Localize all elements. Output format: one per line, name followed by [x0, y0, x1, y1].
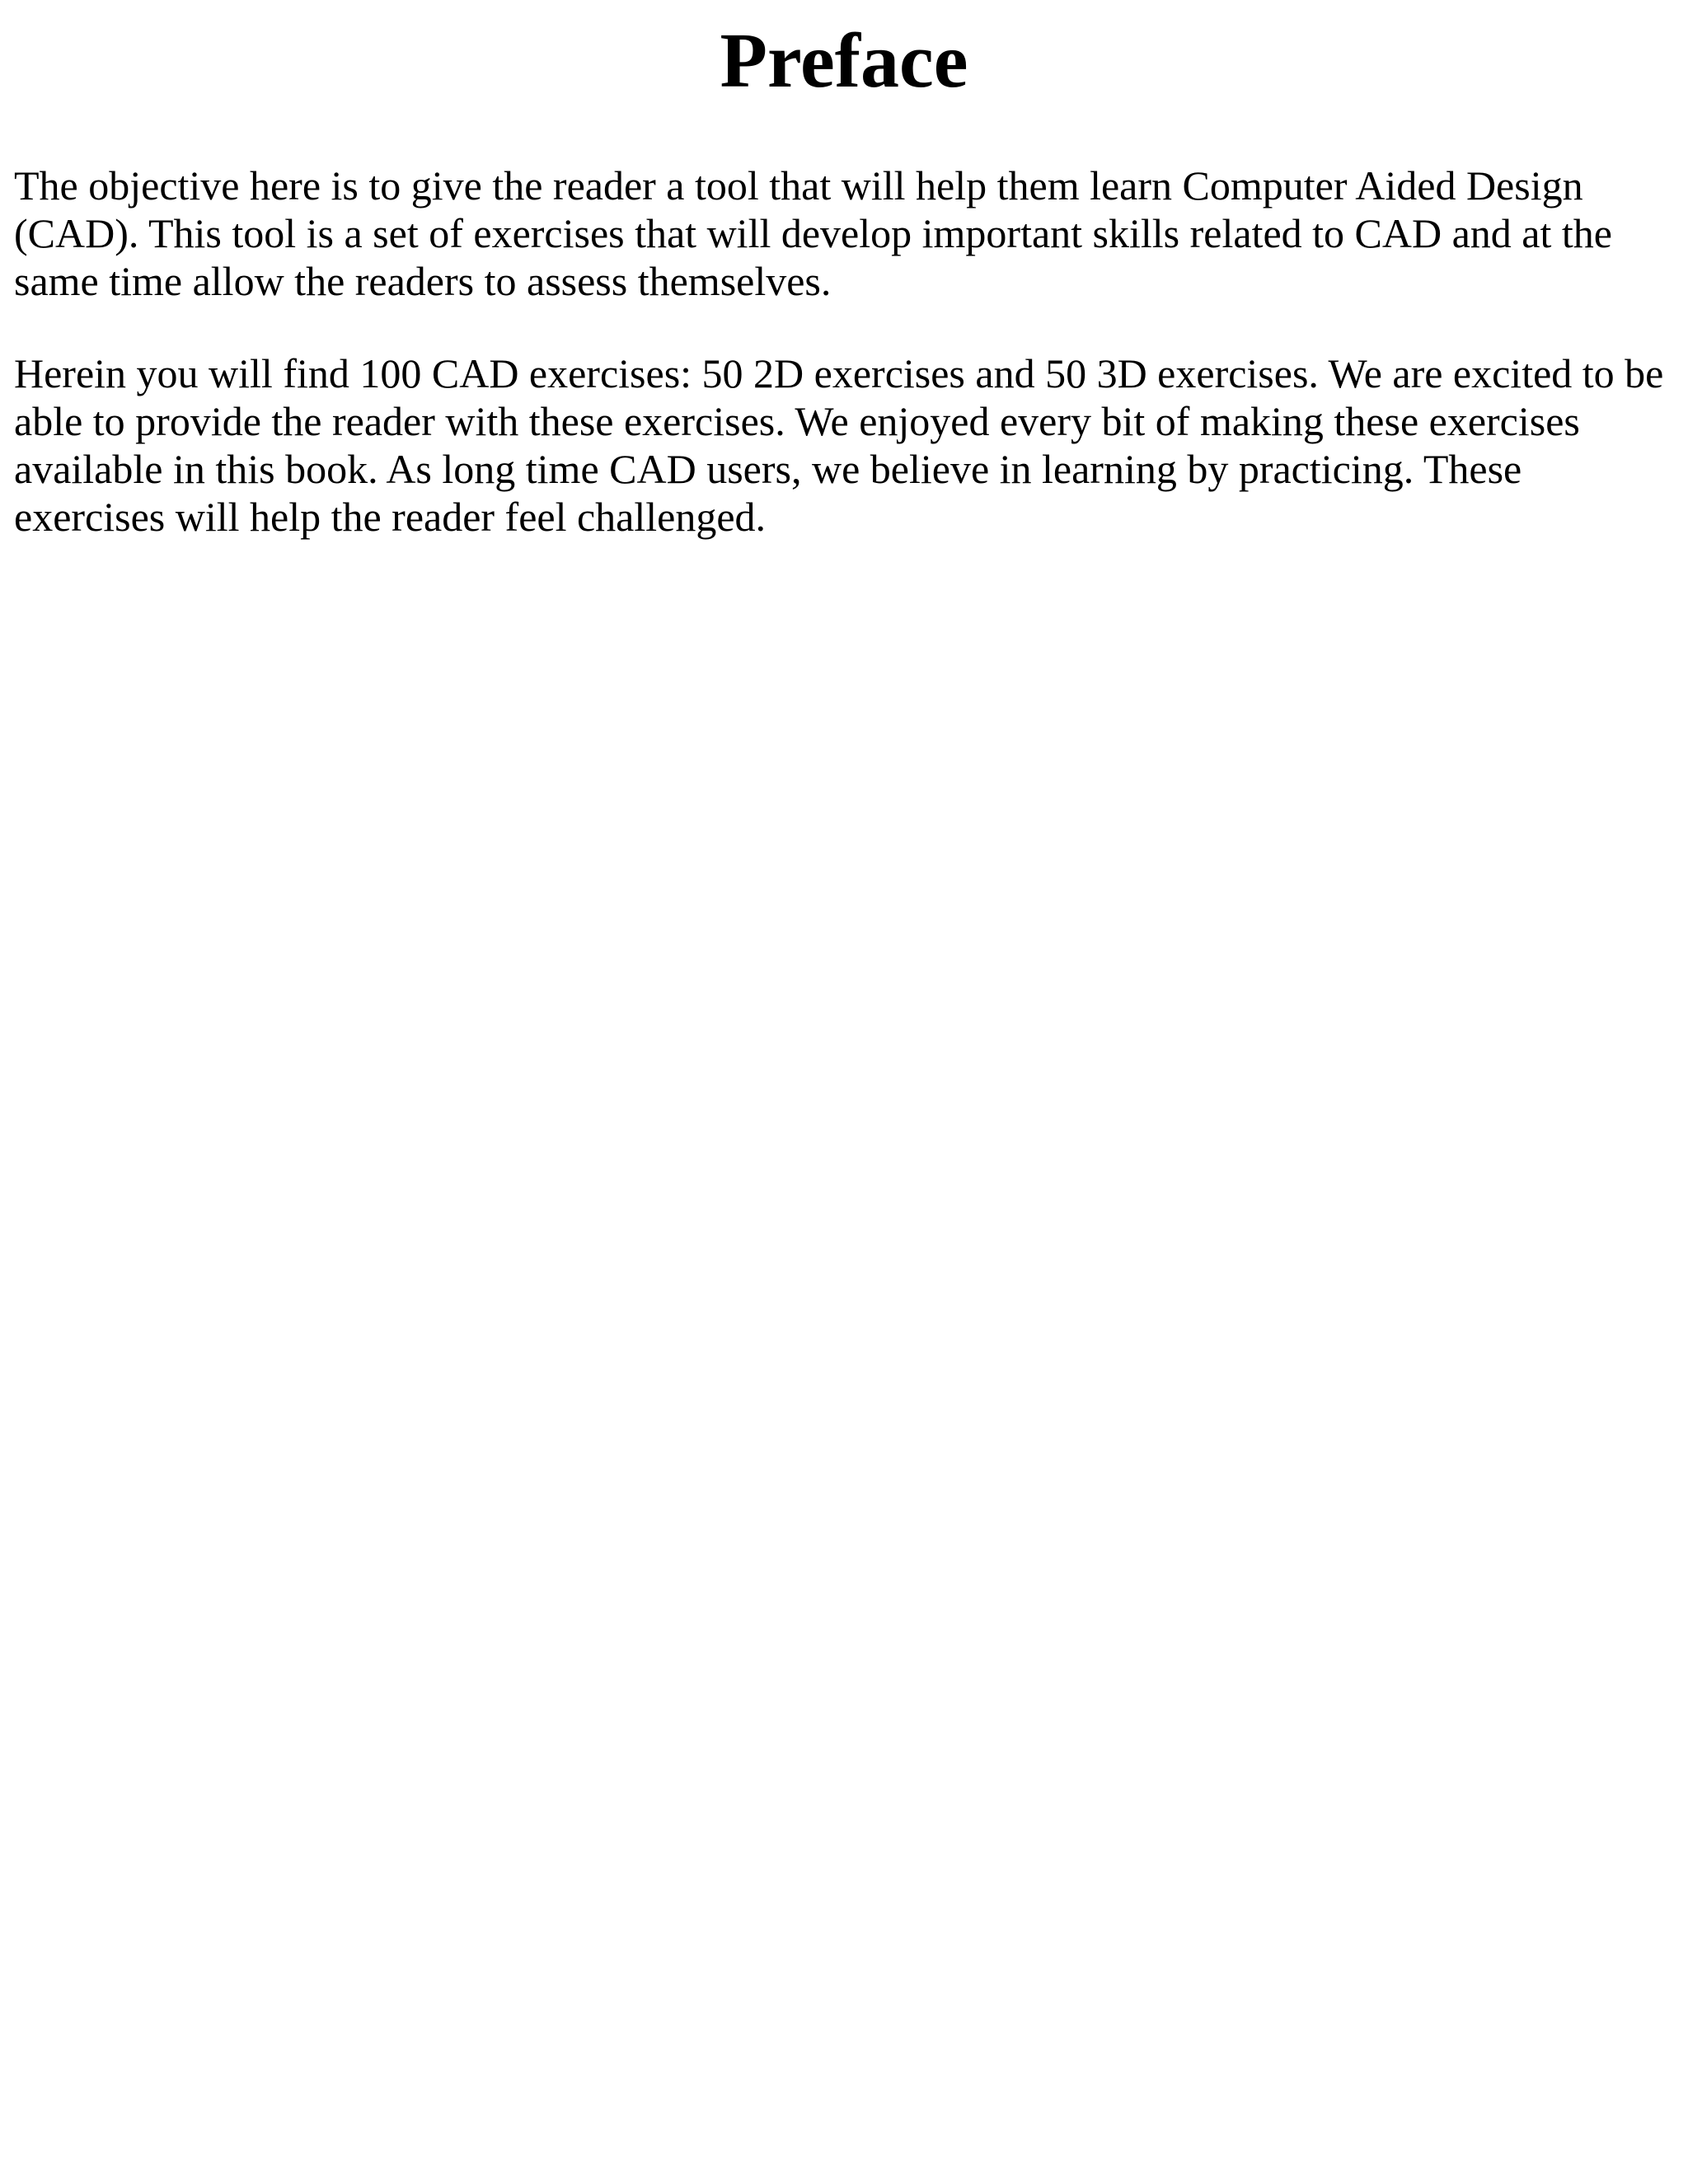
paragraph-exercises [14, 349, 1679, 541]
paragraph-line: available in this book. As long time CAD users, we believe in learning by practicing. These [14, 446, 1522, 492]
paragraph-objective [14, 162, 1679, 305]
paragraph-line: same time allow the readers to assess themselves. [14, 258, 832, 304]
paragraph-line: Herein you will find 100 CAD exercises: 50 2D exercises and 50 3D exercises. We are excited to be [14, 350, 1664, 396]
paragraph-line: The objective here is to give the reader a tool that will help them learn Computer Aided Design [14, 162, 1583, 209]
page-title: Preface [720, 18, 968, 104]
paragraph-line: (CAD). This tool is a set of exercises that will develop important skills related to CAD and at the [14, 210, 1612, 256]
paragraph-line: able to provide the reader with these exercises. We enjoyed every bit of making these exercises [14, 398, 1580, 444]
paragraph-line: exercises will help the reader feel challenged. [14, 494, 767, 540]
